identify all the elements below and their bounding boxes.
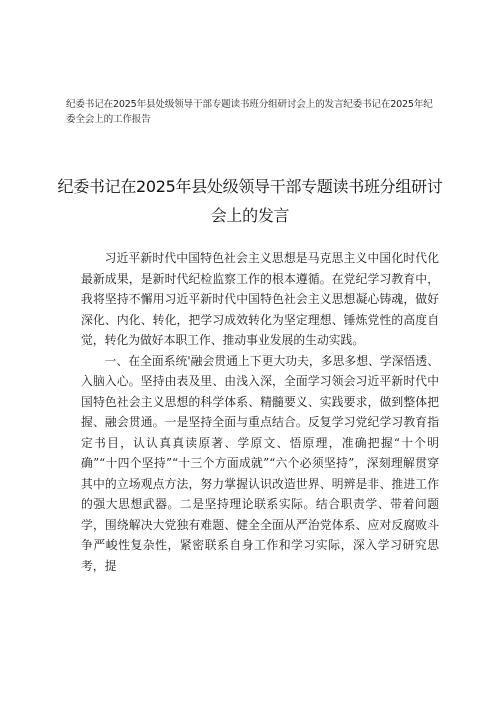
- paragraph-section-one: 一、在全面系统'融会贯通上下更大功夫，多思多想、学深悟透、入脑入心。坚持由表及里、由浅入深，全面学习领会习近平新时代中国特色社会主义思想的科学体系、精髓要义、实践要求，做到整体把握、融会贯通。一是坚持全面与重点结合。反复学习党纪学习教育指定书目，认认真真读原著、学原文、悟原理，准确把握“十个明确”“十四个坚持”“十三个方面成就”“六个必须坚持”，深刻理解贯穿其中的立场观点方法，努力掌握认识改造世界、明辨是非、推进工作的强大思想武器。二是坚持理论联系实际。结合职责学、带着问题学，围绕解决大党独有难题、健全全面从严治党体系、应对反腐败斗争严峻性复杂性，紧密联系自身工作和学习实际，深入学习研究思考，提: [81, 353, 439, 573]
- title-line-2: 会上的发言: [210, 206, 290, 225]
- document-header: 纪委书记在2025年县处级领导干部专题读书班分组研讨会上的发言纪委书记在2025年纪委全会上的工作报告: [66, 99, 433, 125]
- paragraph-intro: 习近平新时代中国特色社会主义思想是马克思主义中国化时代化最新成果，是新时代纪检监察工作的根本遵循。在党纪学习教育中，我将坚持不懈用习近平新时代中国特色社会主义思想凝心铸魂，做好深化、内化、转化，把学习成效转化为坚定理想、锤炼党性的高度自觉，转化为做好本职工作、推动事业发展的生动实践。: [81, 251, 439, 347]
- title-line-1: 纪委书记在2025年县处级领导干部专题读书班分组研讨: [57, 177, 443, 196]
- document-body: [81, 248, 439, 576]
- document-title: [40, 172, 460, 230]
